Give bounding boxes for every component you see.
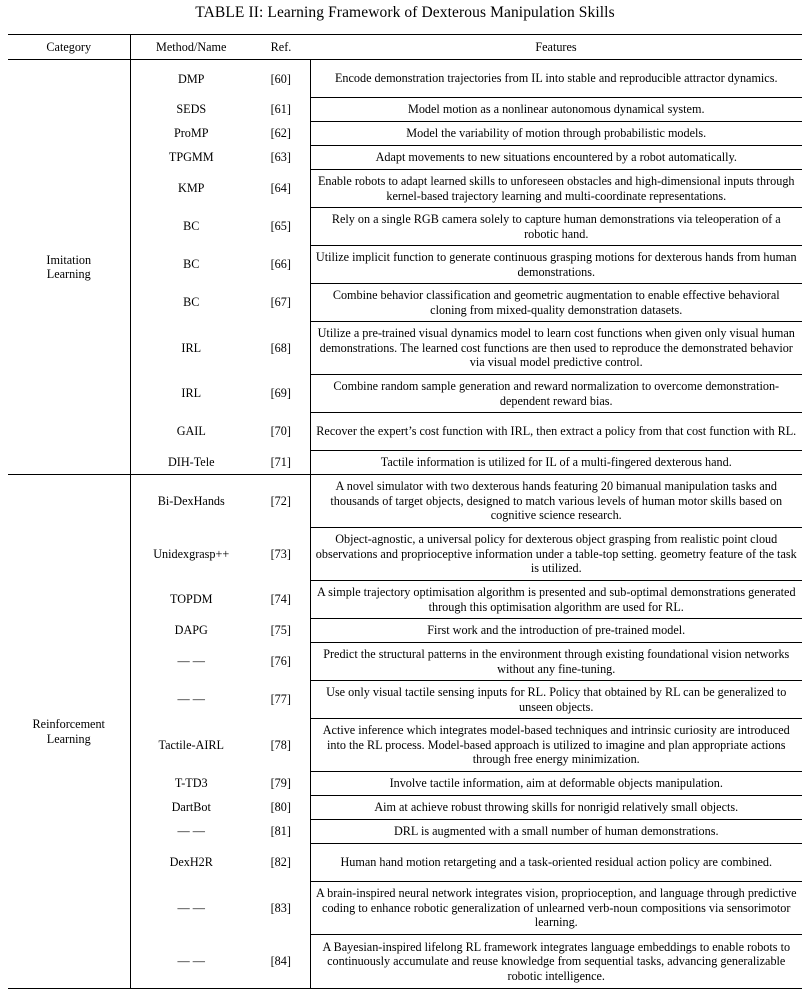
features-cell: Encode demonstration trajectories from IL into stable and reproducible attractor dynamics. xyxy=(310,60,802,98)
category-cell: Imitation Learning xyxy=(8,60,130,475)
ref-cell: [79] xyxy=(270,776,291,791)
method-cell: — — xyxy=(130,820,252,844)
method-cell: GAIL xyxy=(130,413,252,451)
method-cell: Unidexgrasp++ xyxy=(130,528,252,581)
ref-cell: [73] xyxy=(270,546,291,561)
method-cell: ProMP xyxy=(130,122,252,146)
features-cell: Rely on a single RGB camera solely to capture human demonstrations via teleoperation of a robotic hand. xyxy=(310,208,802,246)
method-cell: IRL xyxy=(130,375,252,413)
ref-cell: [62] xyxy=(270,126,291,141)
method-cell: DMP xyxy=(130,60,252,98)
method-cell: BC xyxy=(130,284,252,322)
ref-cell: [76] xyxy=(270,654,291,669)
ref-cell: [80] xyxy=(270,800,291,815)
features-cell: Recover the expert’s cost function with IRL, then extract a policy from that cost function with RL. xyxy=(310,413,802,451)
features-cell: Active inference which integrates model-based techniques and intrinsic curiosity are introduced into the RL process. Model-based approach is utilized to imagine and plan appropriate actions through free energy minimization. xyxy=(310,719,802,772)
method-cell: DartBot xyxy=(130,796,252,820)
method-cell: SEDS xyxy=(130,98,252,122)
method-cell: KMP xyxy=(130,170,252,208)
ref-cell: [66] xyxy=(270,257,291,272)
table-header xyxy=(8,35,802,60)
method-cell: DexH2R xyxy=(130,844,252,882)
features-cell: Use only visual tactile sensing inputs for RL. Policy that obtained by RL can be generalized to unseen objects. xyxy=(310,681,802,719)
features-cell: First work and the introduction of pre-trained model. xyxy=(310,619,802,643)
method-cell: — — xyxy=(130,681,252,719)
method-cell: T-TD3 xyxy=(130,772,252,796)
ref-cell: [61] xyxy=(270,102,291,117)
features-cell: Model the variability of motion through probabilistic models. xyxy=(310,122,802,146)
features-cell: Enable robots to adapt learned skills to unforeseen obstacles and high-dimensional inputs through kernel-based trajectory learning and multi-coordinate representations. xyxy=(310,170,802,208)
ref-cell: [70] xyxy=(270,424,291,439)
method-cell: TOPDM xyxy=(130,581,252,619)
ref-cell: [65] xyxy=(270,219,291,234)
features-cell: Predict the structural patterns in the environment through existing foundational vision networks without any fine-tuning. xyxy=(310,643,802,681)
ref-cell: [81] xyxy=(270,824,291,839)
method-cell: Tactile-AIRL xyxy=(130,719,252,772)
ref-cell: [83] xyxy=(270,900,291,915)
method-cell: — — xyxy=(130,643,252,681)
method-cell: BC xyxy=(130,208,252,246)
header-category: Category xyxy=(8,35,130,60)
features-cell: A Bayesian-inspired lifelong RL framework integrates language embeddings to enable robots to continuously accumulate and reuse knowledge from sequential tasks, advancing generalizable robotic intelligence. xyxy=(310,935,802,989)
method-cell: — — xyxy=(130,935,252,989)
header-ref: Ref. xyxy=(252,35,310,60)
features-cell: A brain-inspired neural network integrates vision, proprioception, and language through predictive coding to enhance robotic generalization of unlearned verb-noun compositions via sensorimotor learning. xyxy=(310,882,802,935)
features-cell: DRL is augmented with a small number of human demonstrations. xyxy=(310,820,802,844)
ref-cell: [84] xyxy=(252,935,310,989)
features-cell: Involve tactile information, aim at deformable objects manipulation. xyxy=(310,772,802,796)
table-row xyxy=(8,475,802,528)
features-cell: Aim at achieve robust throwing skills for nonrigid relatively small objects. xyxy=(310,796,802,820)
method-cell: BC xyxy=(130,246,252,284)
category-cell: Reinforcement Learning xyxy=(8,475,130,989)
features-cell: A simple trajectory optimisation algorithm is presented and sub-optimal demonstrations generated through this optimisation algorithm are used for RL. xyxy=(310,581,802,619)
features-cell: Adapt movements to new situations encountered by a robot automatically. xyxy=(310,146,802,170)
header-method: Method/Name xyxy=(130,35,252,60)
ref-cell: [68] xyxy=(270,340,291,355)
method-cell: Bi-DexHands xyxy=(130,475,252,528)
ref-cell: [82] xyxy=(270,855,291,870)
features-cell: Combine behavior classification and geometric augmentation to enable effective behavioral cloning from mixed-quality demonstration datasets. xyxy=(310,284,802,322)
features-cell: Tactile information is utilized for IL of a multi-fingered dexterous hand. xyxy=(310,451,802,475)
ref-cell: [63] xyxy=(270,150,291,165)
ref-cell: [60] xyxy=(252,60,310,98)
ref-cell: [64] xyxy=(270,181,291,196)
ref-cell: [78] xyxy=(270,737,291,752)
ref-cell: [77] xyxy=(270,692,291,707)
skills-table xyxy=(8,34,802,989)
features-cell: Model motion as a nonlinear autonomous dynamical system. xyxy=(310,98,802,122)
method-cell: IRL xyxy=(130,322,252,375)
features-cell: Utilize implicit function to generate continuous grasping motions for dexterous hands from human demonstrations. xyxy=(310,246,802,284)
features-cell: Human hand motion retargeting and a task-oriented residual action policy are combined. xyxy=(310,844,802,882)
features-cell: Object-agnostic, a universal policy for dexterous object grasping from realistic point cloud observations and proprioceptive information under a table-top setting. geometry feature of the task is utilized. xyxy=(310,528,802,581)
ref-cell: [74] xyxy=(270,592,291,607)
method-cell: TPGMM xyxy=(130,146,252,170)
features-cell: Utilize a pre-trained visual dynamics model to learn cost functions when given only visual human demonstrations. The learned cost functions are then used to reproduce the demonstrated behavior via visual model predictive control. xyxy=(310,322,802,375)
method-cell: — — xyxy=(130,882,252,935)
ref-cell: [75] xyxy=(270,623,291,638)
features-cell: A novel simulator with two dexterous hands featuring 20 bimanual manipulation tasks and thousands of target objects, designed to match various levels of human motor skills based on cognitive science research. xyxy=(310,475,802,528)
table-body xyxy=(8,60,802,989)
features-cell: Combine random sample generation and reward normalization to overcome demonstration-dependent reward bias. xyxy=(310,375,802,413)
ref-cell: [72] xyxy=(252,475,310,528)
ref-cell: [69] xyxy=(270,386,291,401)
table-caption: TABLE II: Learning Framework of Dexterous Manipulation Skills xyxy=(195,4,615,21)
ref-cell: [67] xyxy=(270,295,291,310)
method-cell: DIH-Tele xyxy=(130,451,252,475)
method-cell: DAPG xyxy=(130,619,252,643)
header-row xyxy=(8,35,802,60)
table-row xyxy=(8,60,802,98)
header-features: Features xyxy=(310,35,802,60)
ref-cell: [71] xyxy=(252,451,310,475)
